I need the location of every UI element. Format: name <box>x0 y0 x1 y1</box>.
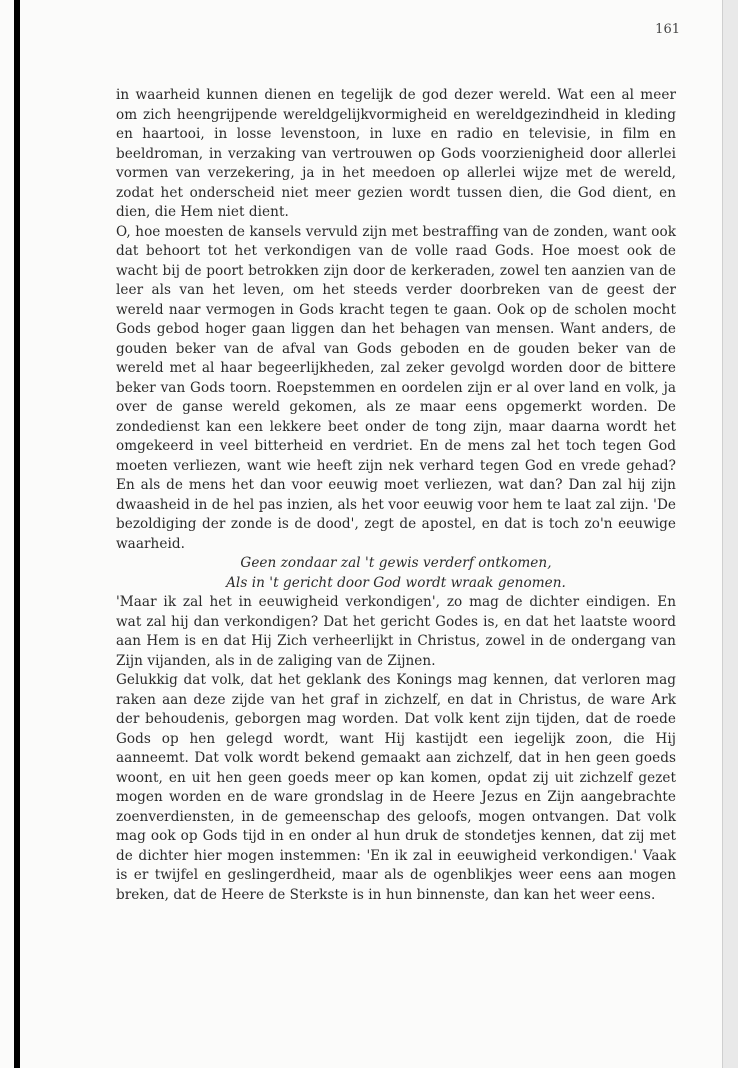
poem-line-2: Als in 't gericht door God wordt wraak genomen. <box>226 574 566 591</box>
poem-line-1: Geen zondaar zal 't gewis verderf ontkomen, <box>240 555 552 571</box>
paragraph-4: Gelukkig dat volk, dat het geklank des Konings mag kennen, dat verloren mag raken aan deze zijde van het graf in zichzelf, en dat in Christus, de ware Ark der behoudenis, geborgen mag worden. Dat volk kent zijn tijden, dat de roede Gods op hen gelegd wordt, want Hij kastijdt een iegelijk zoon, die Hij aanneemt. Dat volk wordt bekend gemaakt aan zichzelf, dat in hen geen goeds woont, en uit hen geen goeds meer op kan komen, opdat zij uit zichzelf gezet mogen worden en de ware grondslag in de Heere Jezus en Zijn aangebrachte zoenverdiensten, in de gemeenschap des geloofs, mogen ontvangen. Dat volk mag ook op Gods tijd in en onder al hun druk de stondetjes kennen, dat zij met de dichter hier mogen instemmen: 'En ik zal in eeuwigheid verkondigen.' Vaak is er twijfel en geslingerdheid, maar als de ogenblikjes weer eens aan mogen breken, dat de Heere de Sterkste is in hun binnenste, dan kan het weer eens. <box>116 672 676 903</box>
page-edge-right <box>722 0 738 1068</box>
page-number: 161 <box>655 22 680 37</box>
body-text <box>116 86 676 905</box>
paragraph-2: O, hoe moesten de kansels vervuld zijn met bestraffing van de zonden, want ook dat behoort tot het verkondigen van de volle raad Gods. Hoe moest ook de wacht bij de poort betrokken zijn door de kerkeraden, zowel ten aanzien van de leer als van het leven, om het steeds verder doorbreken van de geest der wereld naar vermogen in Gods kracht tegen te gaan. Ook op de scholen mocht Gods gebod hoger gaan liggen dan het behagen van mensen. Want anders, de gouden beker van de afval van Gods geboden en de gouden beker van de wereld met al haar begeerlijkheden, zal zeker gevolgd worden door de bittere beker van Gods toorn. Roepstemmen en oordelen zijn er al over land en volk, ja over de ganse wereld gekomen, als ze maar eens opgemerkt worden. De zondedienst kan een lekkere beet onder de tong zijn, maar daarna wordt het omgekeerd in veel bitterheid en verdriet. En de mens zal het toch tegen God moeten verliezen, want wie heeft zijn nek verhard tegen God en vrede gehad? En als de mens het dan voor eeuwig moet verliezen, wat dan? Dan zal hij zijn dwaasheid in de hel pas inzien, als het voor eeuwig voor hem te laat zal zijn. 'De bezoldiging der zonde is de dood', zegt de apostel, en dat is toch zo'n eeuwige waarheid. <box>116 223 676 552</box>
paragraph-3: 'Maar ik zal het in eeuwigheid verkondigen', zo mag de dichter eindigen. En wat zal hij dan verkondigen? Dat het gericht Godes is, en dat het laatste woord aan Hem is en dat Hij Zich verheerlijkt in Christus, zowel in de ondergang van Zijn vijanden, als in de zaliging van de Zijnen. <box>116 594 676 669</box>
paragraph-1: in waarheid kunnen dienen en tegelijk de god dezer wereld. Wat een al meer om zich heengrijpende wereldgelijkvormigheid en wereldgezindheid in kleding en haartooi, in losse levenstoon, in luxe en radio en televisie, in film en beeldroman, in verzaking van vertrouwen op Gods voorzienigheid door allerlei vormen van verzekering, ja in het meedoen op allerlei wijze met de wereld, zodat het onderscheid niet meer gezien wordt tussen dien, die God dient, en dien, die Hem niet dient. <box>116 87 676 220</box>
binding-shadow-left <box>14 0 20 1068</box>
